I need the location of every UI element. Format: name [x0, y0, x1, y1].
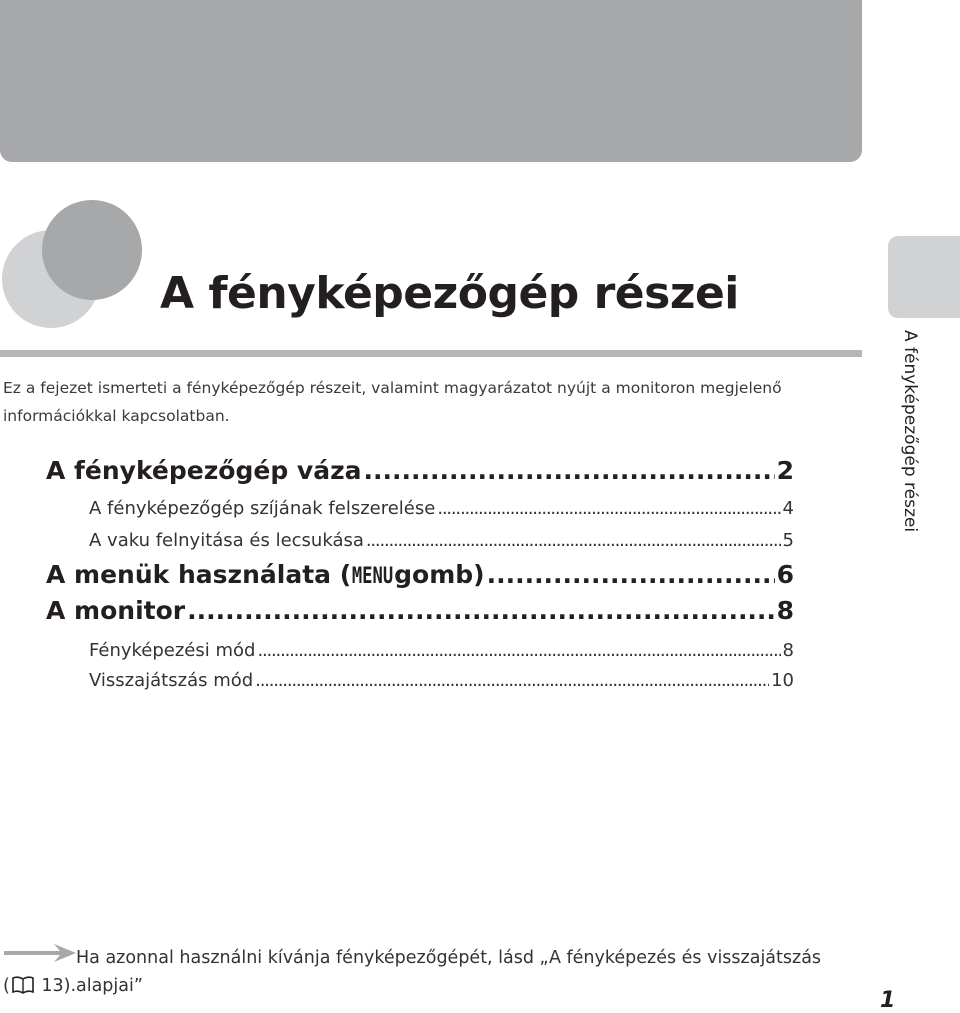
toc-leader — [366, 530, 781, 551]
chapter-side-tab — [888, 236, 960, 318]
menu-button-glyph: MENU — [351, 564, 394, 589]
toc-entry-page: 10 — [771, 670, 794, 691]
toc-entry-playback-mode[interactable] — [89, 670, 794, 696]
chapter-title: A fényképezőgép részei — [160, 268, 739, 319]
chapter-intro: Ez a fejezet ismerteti a fényképezőgép részeit, valamint magyarázatot nyújt a monitoron megjelenő információkkal kapcsolatban. — [3, 379, 782, 425]
footnote-reference[interactable] — [3, 972, 76, 1000]
toc-entry-page: 5 — [782, 530, 794, 551]
toc-leader — [255, 670, 769, 691]
toc-entry-page: 4 — [782, 498, 794, 519]
toc-entry-page: 8 — [776, 596, 794, 625]
toc-entry-flash[interactable] — [89, 530, 794, 556]
title-rule — [0, 350, 862, 357]
toc-entry-label: A fényképezőgép váza — [46, 456, 362, 485]
toc-entry-page: 8 — [782, 640, 794, 661]
toc-entry-page: 6 — [776, 560, 794, 589]
toc-leader — [437, 498, 780, 519]
toc-entry-label: Fényképezési mód — [89, 640, 256, 661]
book-reference-icon — [12, 976, 34, 994]
footnote-ref-open: ( — [3, 976, 10, 996]
chapter-side-label: A fényképezőgép részei — [900, 330, 920, 533]
toc-leader — [364, 456, 775, 485]
toc-entry-label-after: gomb) — [394, 560, 485, 589]
decorative-circle-dark — [42, 200, 142, 300]
toc-leader — [187, 596, 774, 625]
toc-entry-camera-body[interactable] — [46, 456, 794, 490]
toc-entry-label: Visszajátszás mód — [89, 670, 254, 691]
toc-entry-shooting-mode[interactable] — [89, 640, 794, 666]
toc-entry-label: A monitor — [46, 596, 186, 625]
toc-entry-menus[interactable] — [46, 560, 794, 594]
page-number: 1 — [880, 988, 896, 1013]
toc-entry-label-before: A menük használata ( — [46, 560, 352, 589]
toc-entry-label: A vaku felnyitása és lecsukása — [89, 530, 364, 551]
toc-leader — [487, 560, 775, 589]
note-arrow-icon — [4, 944, 76, 962]
footnote-ref-page: 13). — [41, 976, 77, 996]
top-banner — [0, 0, 862, 162]
footnote-text: Ha azonnal használni kívánja fényképezőgépét, lásd „A fényképezés és visszajátszás alapjai” — [76, 948, 822, 996]
toc-entry-page: 2 — [776, 456, 794, 485]
toc-entry-label: A fényképezőgép szíjának felszerelése — [89, 498, 436, 519]
toc-entry-monitor[interactable] — [46, 596, 794, 630]
toc-entry-strap[interactable] — [89, 498, 794, 524]
toc-leader — [257, 640, 780, 661]
